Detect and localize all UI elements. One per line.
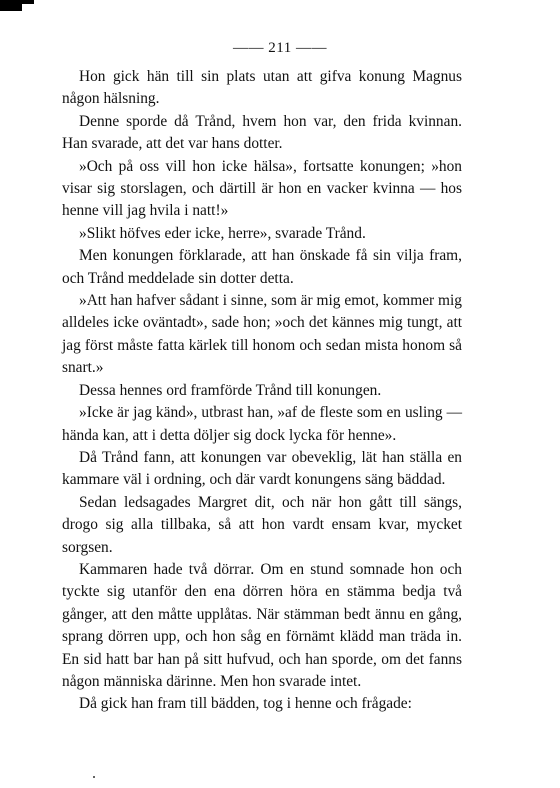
ink-speck (93, 776, 95, 778)
paragraph: Då gick han fram till bädden, tog i henne och frågade: (79, 695, 412, 713)
body-text (62, 66, 462, 716)
scan-corner-mark (0, 0, 22, 11)
paragraph: Då Trånd fann, att konungen var obeveklig, lät han ställa en kammare väl i ordning, och där vardt konungens säng bäddad. (62, 448, 462, 489)
paragraph: Men konungen förklarade, att han önskade få sin vilja fram, och Trånd meddelade sin dotter detta. (62, 247, 462, 287)
paragraph: »Och på oss vill hon icke hälsa», fortsatte konungen; »hon visar sig storslagen, och därtill är hon en vacker kvinna — hos henne vill jag hvila i natt!» (62, 157, 462, 220)
page-number-header: —— 211 —— (233, 40, 327, 56)
paragraph: Denne sporde då Trånd, hvem hon var, den frida kvinnan. Han svarade, att det var hans dotter. (62, 112, 462, 153)
paragraph: Sedan ledsagades Margret dit, och när hon gått till sängs, drogo sig alla tillbaka, så att hon vardt ensam kvar, mycket sorgsen. (62, 493, 462, 556)
paragraph: Dessa hennes ord framförde Trånd till konungen. (79, 381, 382, 399)
paragraph: »Icke är jag känd», utbrast han, »af de fleste som en usling — hända kan, att i detta döljer sig dock lycka för henne». (62, 404, 462, 444)
paragraph: »Slikt höfves eder icke, herre», svarade Trånd. (79, 224, 366, 242)
paragraph: Hon gick hän till sin plats utan att gifva konung Magnus någon hälsning. (62, 68, 462, 108)
paragraph: »Att han hafver sådant i sinne, som är mig emot, kommer mig alldeles icke oväntadt», sade hon; »och det kännes mig tungt, att jag först måste fatta kärlek till honom och sedan mista honom så snart.» (62, 292, 462, 377)
paragraph: Kammaren hade två dörrar. Om en stund somnade hon och tyckte sig utanför den ena dörren höra en stämma bedja två gånger, att den måtte upplåtas. När stämman bedt ännu en gång, sprang dörren upp, och hon såg en förnämt klädd man träda in. En sid hatt bar han på sitt hufvud, och han sporde, om det fanns någon människa därinne. Men hon svarade intet. (62, 560, 462, 690)
